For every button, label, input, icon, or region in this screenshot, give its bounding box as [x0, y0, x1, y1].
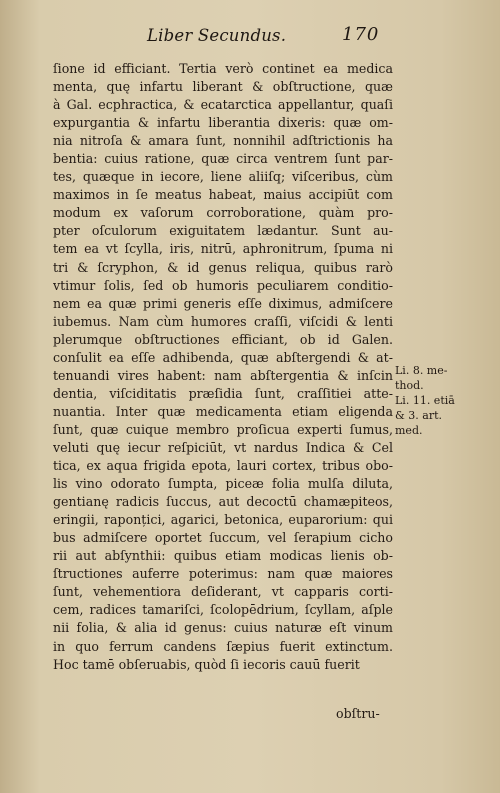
- text-line: tenuandi vires habent: nam abſtergentia & inſcin: [53, 367, 393, 383]
- text-line: Hoc tamē obſeruabis, quòd ſi iecoris cauū fuerit: [53, 656, 360, 672]
- text-line: conſulit ea eſſe adhibenda, quæ abſtergendi & at-: [53, 349, 393, 365]
- marginal-note-line: Li. 11. etiā: [395, 394, 455, 407]
- text-line: pter oſculorum exiguitatem lædantur. Sunt au-: [53, 223, 393, 239]
- text-line: modum ex vaſorum corroboratione, quàm pro-: [53, 205, 393, 221]
- marginal-note-line: & 3. art.: [395, 409, 443, 422]
- text-line: ſtructiones auferre poterimus: nam quæ maiores: [53, 566, 393, 582]
- marginal-note-line: med.: [395, 424, 423, 437]
- marginal-note-line: thod.: [395, 379, 424, 392]
- text-line: tem ea vt ſcylla, iris, nitrū, aphronitrum, ſpuma ni: [53, 241, 393, 257]
- text-line: à Gal. ecphractica, & ecatarctica appellantur, quaſi: [53, 97, 393, 113]
- text-line: menta, quę infartu liberant & obſtructione, quæ: [53, 79, 393, 95]
- text-line: dentia, viſciditatis præſidia ſunt, craſſitiei atte-: [53, 385, 393, 401]
- text-line: in quo ferrum candens ſæpius fuerit extinctum.: [53, 638, 393, 654]
- text-line: tes, quæque in iecore, liene aliiſq; viſceribus, cùm: [53, 169, 393, 185]
- text-line: lis vino odorato ſumpta, piceæ folia mulſa diluta,: [53, 476, 393, 492]
- text-line: nuantia. Inter quæ medicamenta etiam eligenda: [53, 403, 393, 419]
- text-line: ſione id efficiant. Tertia verò continet ea medica: [53, 61, 393, 76]
- text-line: nia nitroſa & amara ſunt, nonnihil adſtrictionis ha: [53, 133, 393, 149]
- page-header: [0, 20, 500, 48]
- catchword: obſtru-: [336, 706, 380, 721]
- text-line: tri & ſcryphon, & id genus reliqua, quibus rarò: [53, 259, 393, 275]
- text-line: expurgantia & infartu liberantia dixeris: quæ om-: [53, 115, 393, 131]
- text-line: iubemus. Nam cùm humores craſſi, viſcidi & lenti: [53, 313, 393, 329]
- text-line: ſunt, quæ cuique membro proſicua experti ſumus,: [53, 421, 393, 437]
- folio-number: 170: [342, 24, 380, 45]
- text-line: plerumque obſtructiones efficiant, ob id Galen.: [53, 331, 393, 347]
- text-line: veluti quę iecur reſpiciūt, vt nardus Indica & Cel: [53, 439, 393, 455]
- text-line: bentia: cuius ratione, quæ circa ventrem ſunt par-: [53, 151, 393, 167]
- text-line: nem ea quæ primi generis eſſe diximus, admiſcere: [53, 295, 393, 311]
- text-line: gentianę radicis ſuccus, aut decoctū chamæpiteos,: [53, 494, 393, 510]
- text-line: maximos in ſe meatus habeat, maius accipiūt com: [53, 187, 393, 203]
- text-line: bus admiſcere oportet ſuccum, vel ſerapium cicho: [53, 530, 393, 546]
- marginal-note-line: Li. 8. me-: [395, 364, 448, 377]
- text-line: vtimur ſolis, ſed ob humoris peculiarem conditio-: [53, 277, 393, 293]
- text-line: cem, radices tamariſci, ſcolopēdrium, ſcyllam, aſple: [53, 602, 393, 618]
- body-text: [53, 60, 393, 674]
- running-head: Liber Secundus.: [147, 26, 287, 45]
- text-line: tica, ex aqua frigida epota, lauri cortex, tribus obo-: [53, 458, 393, 474]
- text-line: rii aut abſynthii: quibus etiam modicas lienis ob-: [53, 548, 393, 564]
- text-line: nii folia, & alia id genus: cuius naturæ eſt vinum: [53, 620, 393, 636]
- marginal-note: [395, 363, 465, 438]
- text-line: ſunt, vehementiora deſiderant, vt capparis corti-: [53, 584, 393, 600]
- text-line: eringii, raponțici, agarici, betonica, euparorium: qui: [53, 512, 393, 528]
